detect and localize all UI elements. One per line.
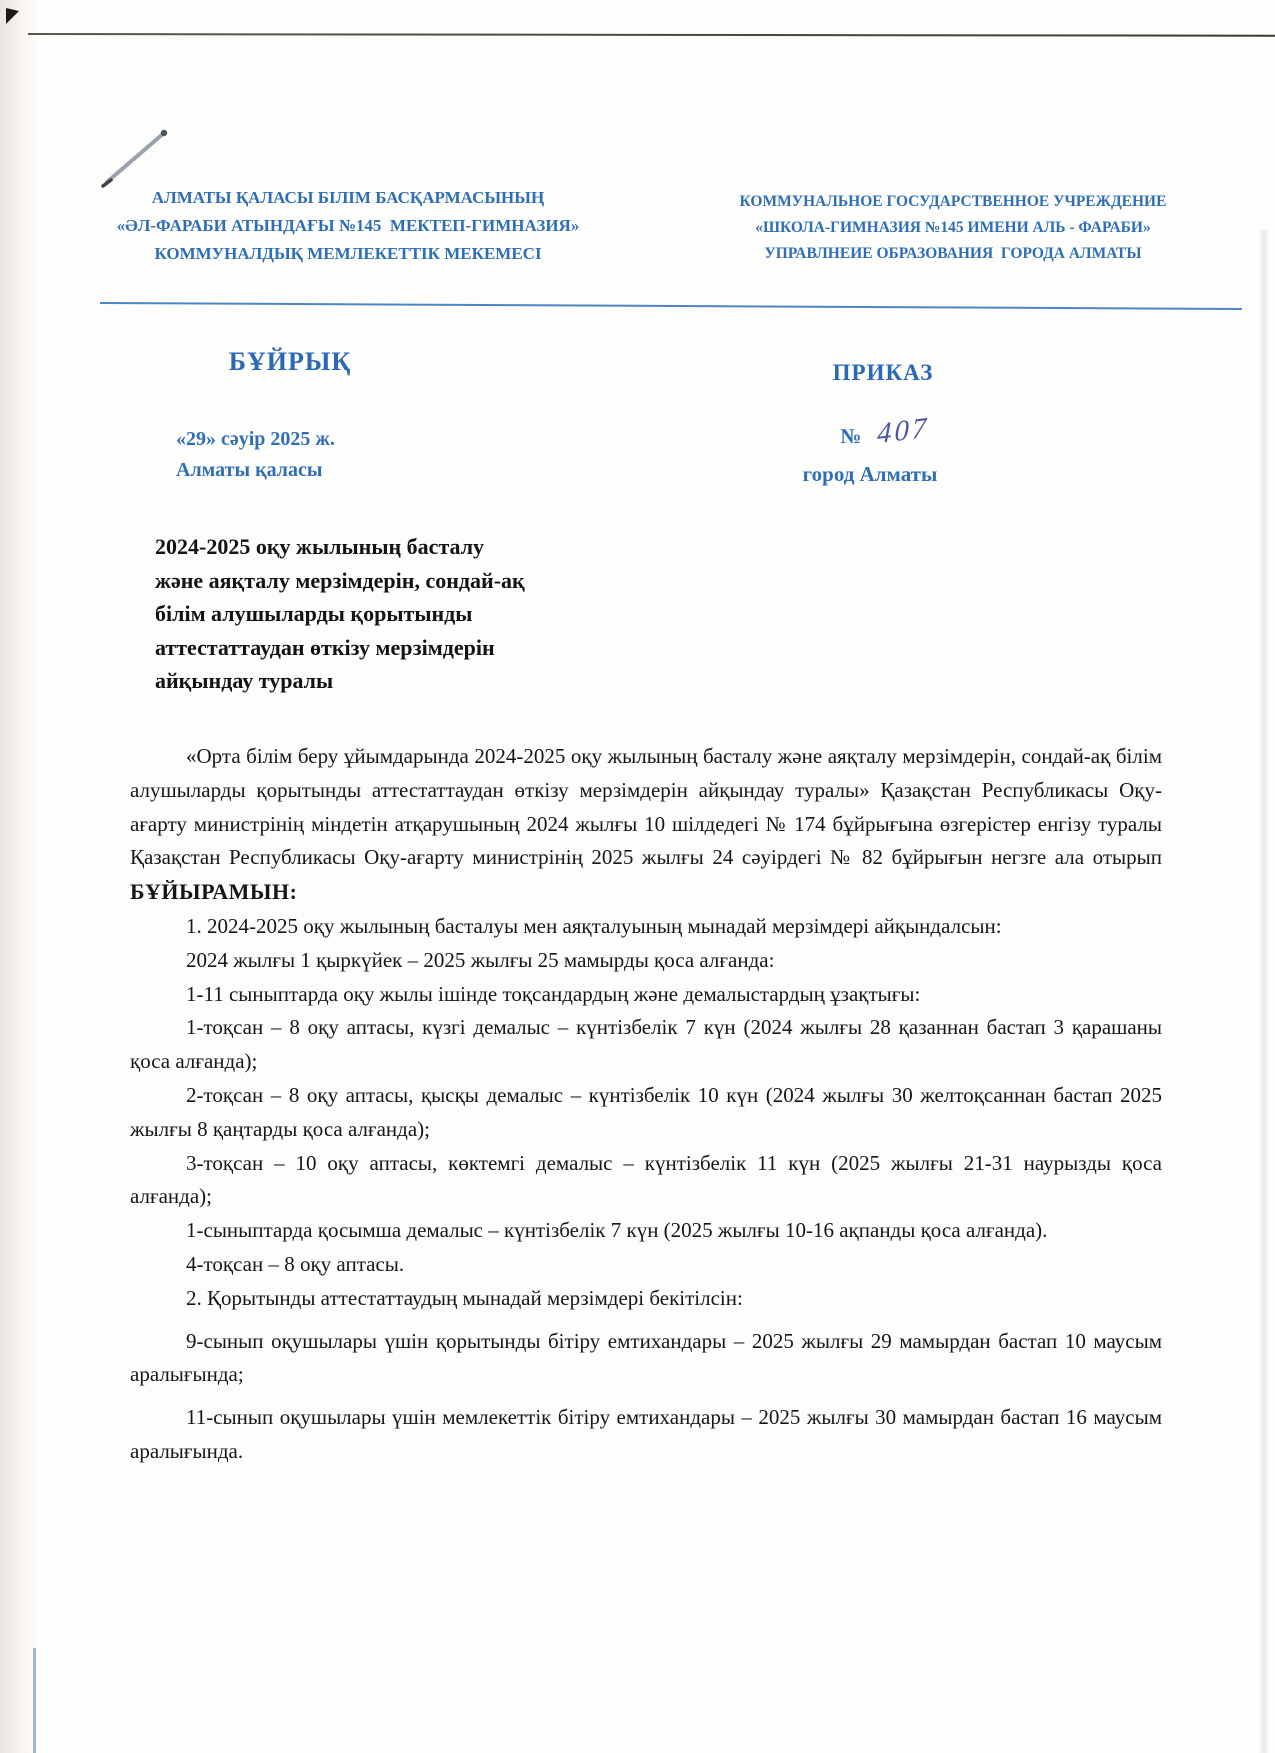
order-body xyxy=(130,740,1162,1469)
decree-word: БҰЙЫРАМЫН: xyxy=(130,879,298,905)
order-date: «29» сәуір 2025 ж. xyxy=(176,428,335,450)
body-paragraph: 11-сынып оқушылары үшін мемлекеттік бітіру емтихандары – 2025 жылғы 30 мамырдан бастап 16 маусым аралығында. xyxy=(130,1405,1162,1463)
body-paragraph-preamble xyxy=(130,740,1162,910)
body-paragraph: 1-сыныптарда қосымша демалыс – күнтізбелік 7 күн (2025 жылғы 10-16 ақпанды қоса алғанда). xyxy=(186,1218,1048,1243)
scan-bottom-left-line xyxy=(33,1648,36,1753)
body-paragraph: 1-11 сыныптарда оқу жылы ішінде тоқсандардың және демалыстардың ұзақтығы: xyxy=(186,981,921,1006)
order-subject xyxy=(155,530,745,698)
scan-top-edge-line xyxy=(28,33,1275,37)
body-paragraph: 4-тоқсан – 8 оқу аптасы. xyxy=(186,1251,405,1276)
body-paragraph: 2-тоқсан – 8 оқу аптасы, қысқы демалыс – күнтізбелік 10 күн (2024 жылғы 30 желтоқсаннан бастап 2025 жылғы 8 қаңтарды қоса алғанда); xyxy=(130,1082,1162,1141)
order-number-line xyxy=(735,411,1035,451)
subject-line: айқындау туралы xyxy=(155,668,334,693)
subject-line: 2024-2025 оқу жылының басталу xyxy=(155,534,485,559)
order-date-place-kazakh xyxy=(176,424,335,486)
preamble-text: «Орта білім беру ұйымдарында 2024-2025 оқу жылының басталу және аяқталу мерзімдерін, сондай-ақ білім алушыларды қорытынды аттестаттаудан өткізу мерзімдерін айқындау туралы» Қазақстан Республикасы Оқу-ағарту министрінің міндетін атқарушының 2024 жылғы 10 шілдедегі № 174 бұйрығына өзгерістер енгізу туралы Қазақстан Республикасы Оқу-ағарту министрінің 2025 жылғы 24 сәуірдегі № 82 бұйрығын негзге ала отырып xyxy=(130,744,1162,870)
letterhead-ru-line1: КОММУНАЛЬНОЕ ГОСУДАРСТВЕННОЕ УЧРЕЖДЕНИЕ xyxy=(739,193,1167,210)
letterhead-kk-line3: КОММУНАЛДЫҚ МЕМЛЕКЕТТІК МЕКЕМЕСІ xyxy=(154,244,542,263)
number-sign: № xyxy=(840,424,862,448)
body-paragraph: 2024 жылғы 1 қыркүйек – 2025 жылғы 25 мамырды қоса алғанда: xyxy=(186,947,775,972)
letterhead-kazakh xyxy=(108,184,588,268)
subject-line: және аяқталу мерзімдерін, сондай-ақ xyxy=(155,567,525,593)
order-number-handwritten: 407 xyxy=(877,411,930,451)
subject-line: аттестаттаудан өткізу мерзімдерін xyxy=(155,634,495,660)
subject-line: білім алушыларды қорытынды xyxy=(155,601,473,626)
body-paragraph: 2. Қорытынды аттестаттаудың мынадай мерзімдері бекітілсін: xyxy=(186,1285,743,1310)
body-paragraph: 9-сынып оқушылары үшін қорытынды бітіру емтихандары – 2025 жылғы 29 мамырдан бастап 10 маусым аралығында; xyxy=(130,1328,1162,1387)
body-paragraph: 1-тоқсан – 8 оқу аптасы, күзгі демалыс – күнтізбелік 7 күн (2024 жылғы 28 қазаннан бастап 3 қарашаны қоса алғанда); xyxy=(130,1015,1162,1074)
letterhead-kk-line1: АЛМАТЫ ҚАЛАСЫ БІЛІМ БАСҚАРМАСЫНЫҢ xyxy=(151,188,545,207)
letterhead xyxy=(108,184,1248,268)
body-paragraph: 3-тоқсан – 10 оқу аптасы, көктемгі демалыс – күнтізбелік 11 күн (2025 жылғы 21-31 наурызды қоса алғанда); xyxy=(130,1150,1162,1209)
letterhead-ru-line3: УПРАВЛНЕИЕ ОБРАЗОВАНИЯ ГОРОДА АЛМАТЫ xyxy=(764,245,1142,262)
letterhead-russian xyxy=(658,184,1248,268)
order-place-russian: город Алматы xyxy=(802,462,938,486)
scan-right-edge-shadow xyxy=(1258,230,1270,1753)
scan-left-edge-shadow xyxy=(0,0,36,1753)
order-place-kazakh: Алматы қаласы xyxy=(176,459,323,481)
letterhead-kk-line2: «ӘЛ-ФАРАБИ АТЫНДАҒЫ №145 МЕКТЕП-ГИМНАЗИЯ» xyxy=(116,216,580,235)
body-paragraph: 1. 2024-2025 оқу жылының басталуы мен аяқталуының мынадай мерзімдері айқындалсын: xyxy=(186,913,1002,938)
order-title-russian: ПРИКАЗ xyxy=(832,360,934,385)
letterhead-ru-line2: «ШКОЛА-ГИМНАЗИЯ №145 ИМЕНИ АЛЬ - ФАРАБИ» xyxy=(755,219,1151,236)
scan-corner-mark xyxy=(6,8,22,31)
letterhead-divider xyxy=(100,302,1242,310)
order-title-kazakh: БҰЙРЫҚ xyxy=(228,347,352,376)
